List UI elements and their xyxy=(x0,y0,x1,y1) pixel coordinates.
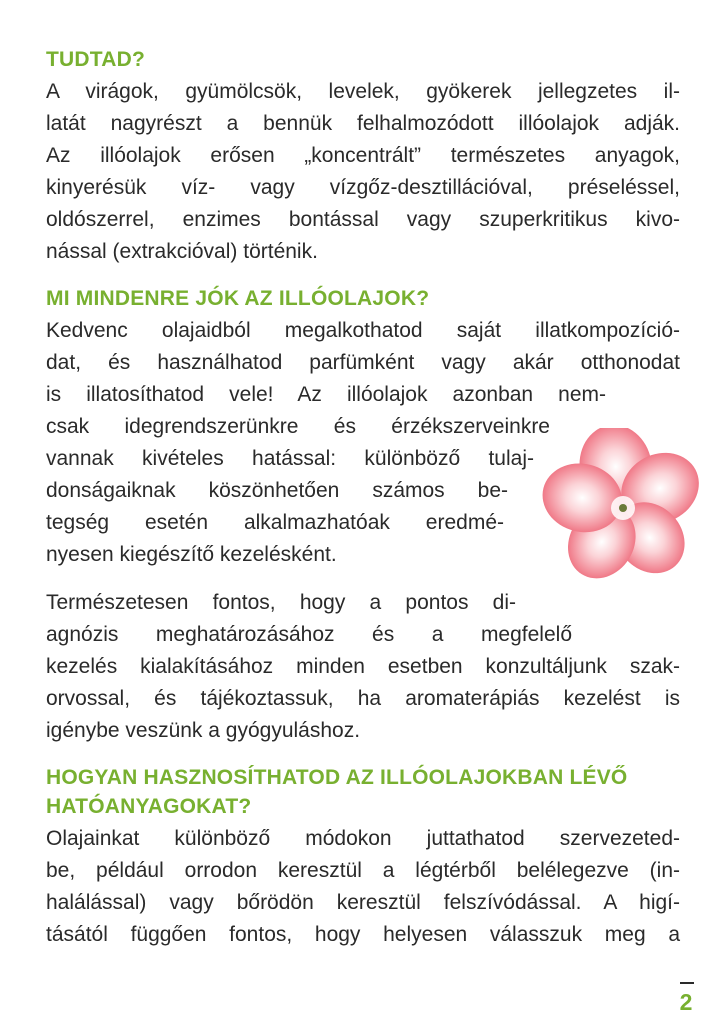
geranium-flower-icon xyxy=(535,428,705,590)
page-number: 2 xyxy=(679,989,693,1015)
body-line: latát nagyrészt a bennük felhalmozódott illóolajok adják. xyxy=(46,112,680,135)
body-line: kezelés kialakításához minden esetben konzultáljunk szak- xyxy=(46,655,680,678)
body-line: oldószerrel, enzimes bontással vagy szuperkritikus kivo- xyxy=(46,208,680,231)
body-line: Kedvenc olajaidból megalkothatod saját illatkompozíció- xyxy=(46,319,680,342)
body-line: orvossal, és tájékoztassuk, ha aromaterápiás kezelést is xyxy=(46,687,680,710)
body-line: Az illóolajok erősen „koncentrált” természetes anyagok, xyxy=(46,144,680,167)
body-line: tásától függően fontos, hogy helyesen válasszuk meg a xyxy=(46,923,680,946)
body-line: be, például orrodon keresztül a légtérből belélegezve (in- xyxy=(46,859,680,882)
body-line: dat, és használhatod parfümként vagy akár otthonodat xyxy=(46,351,680,374)
section-heading-mi-mindenre: MI MINDENRE JÓK AZ ILLÓOLAJOK? xyxy=(46,287,430,310)
section-heading-hogyan-cont: HATÓANYAGOKAT? xyxy=(46,795,252,818)
body-line: nyesen kiegészítő kezelésként. xyxy=(46,543,337,566)
body-line: igénybe veszünk a gyógyuláshoz. xyxy=(46,719,361,742)
body-line: kinyerésük víz- vagy vízgőz-desztillációval, préseléssel, xyxy=(46,176,680,199)
body-line: Természetesen fontos, hogy a pontos di- xyxy=(46,591,516,614)
body-line: Olajainkat különböző módokon juttathatod szervezeted- xyxy=(46,827,680,850)
body-line: csak idegrendszerünkre és érzékszerveinkre xyxy=(46,415,550,438)
body-line: vannak kivételes hatással: különböző tulaj- xyxy=(46,447,534,470)
body-line: donságaiknak köszönhetően számos be- xyxy=(46,479,508,502)
body-line: is illatosíthatod vele! Az illóolajok azonban nem- xyxy=(46,383,606,406)
body-line: halálással) vagy bőrödön keresztül felszívódással. A higí- xyxy=(46,891,680,914)
body-line: A virágok, gyümölcsök, levelek, gyökerek jellegzetes il- xyxy=(46,80,680,103)
section-heading-hogyan: HOGYAN HASZNOSÍTHATOD AZ ILLÓOLAJOKBAN LÉVŐ xyxy=(46,766,628,789)
section-heading-tudtad: TUDTAD? xyxy=(46,48,145,71)
body-line: agnózis meghatározásához és a megfelelő xyxy=(46,623,572,646)
page-number-rule xyxy=(680,982,694,984)
body-line: tegség esetén alkalmazhatóak eredmé- xyxy=(46,511,504,534)
body-line: nással (extrakcióval) történik. xyxy=(46,240,318,263)
